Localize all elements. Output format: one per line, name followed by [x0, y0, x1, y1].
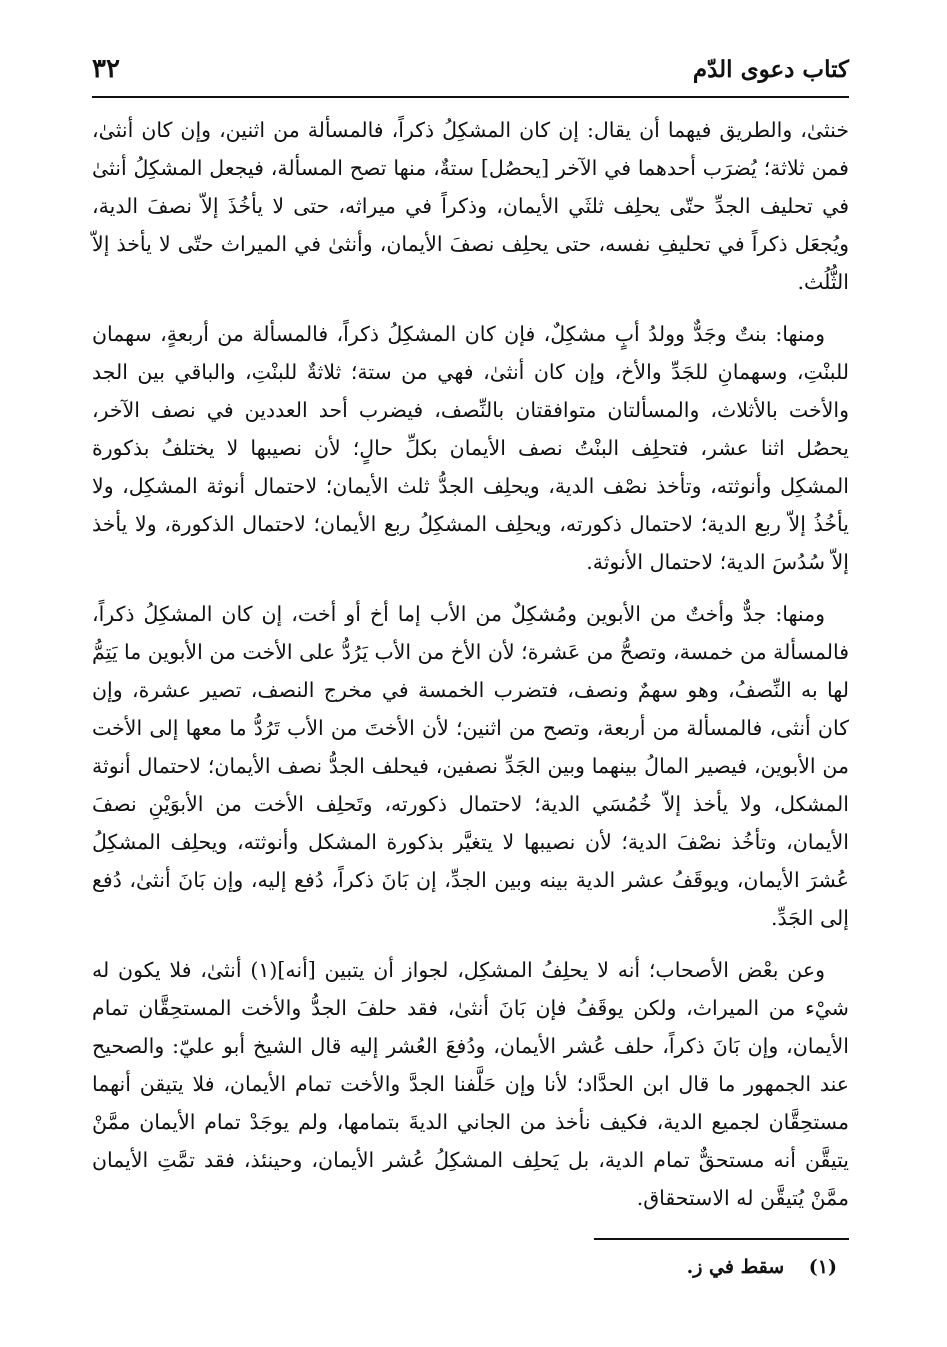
paragraph: ومنها: جدٌّ وأختٌ من الأبوين ومُشكِلٌ من الأب إما أخ أو أخت، إن كان المشكِلُ ذكراً، فالمسألة من خمسة، وتصحُّ من عَشرة؛ لأن الأخ من الأب يَرُدُّ على الأخت من الأبوين ما يَتِمُّ لها به النِّصفُ، وهو سهمٌ ونصف، فتضرب الخمسة في مخرج النصف، تصير عشرة، وإن كان أنثى، فالمسألة من أربعة، وتصح من اثنين؛ لأن الأختَ من الأب تَرُدُّ ما معها إلى الأخت من الأبوين، فيصير المالُ بينهما وبين الجَدِّ نصفين، فيحلف الجدُّ نصف الأيمان؛ لاحتمال أنوثة المشكل، ولا يأخذ إلاّ خُمُسَي الدية؛ لاحتمال ذكورته، وتَحلِف الأخت من الأبوَيْنِ نصفَ الأيمان، وتأخُذ نصْفَ الدية؛ لأن نصيبها لا يتغيَّر بذكورة المشكل وأنوثته، ويحلِف المشكِلُ عُشرَ الأيمان، ويوقَفُ عشر الدية بينه وبين الجدِّ، إن بَانَ ذكراً، دُفع إليه، وإن بَانَ أنثىٰ، دُفع إلى الجَدِّ.: [92, 602, 849, 930]
footnote-number: (١): [808, 1256, 837, 1278]
header-divider: [92, 96, 849, 98]
footnote-text: سقط في ز.: [686, 1256, 785, 1278]
page-number: ٣٢: [92, 54, 120, 84]
running-header: [92, 52, 849, 92]
header-title: كتاب دعوى الدّم: [692, 56, 849, 83]
footnote: [300, 1252, 837, 1282]
main-text: [92, 111, 849, 1231]
paragraph: خنثىٰ، والطريق فيهما أن يقال: إن كان المشكِلُ ذكراً، فالمسألة من اثنين، وإن كان أنثىٰ، فمن ثلاثة؛ يُضرَب أحدهما في الآخر [يحصُل] ستةٌ، منها تصح المسألة، فيجعل المشكِلُ أنثىٰ في تحليف الجدِّ حتّى يحلِف ثلثَي الأيمان، وذكراً في ميراثه، حتى لا يأخُذَ إلاّ نصفَ الدية، ويُجعَل ذكراً في تحليفِ نفسه، حتى يحلِف نصفَ الأيمان، وأنثىٰ في الميراث حتّى لا يأخذ إلاّ الثُّلُث.: [92, 118, 849, 294]
paragraph: ومنها: بنتٌ وجَدٌّ وولدُ أبٍ مشكِلٌ، فإن كان المشكِلُ ذكراً، فالمسألة من أربعةٍ، سهمان للبنْتِ، وسهمانِ للجَدِّ والأخ، وإن كان أنثىٰ، فهي من ستة؛ ثلاثةٌ للبنْتِ، والباقي بين الجد والأخت بالأثلاث، والمسألتان متوافقتان بالنِّصف، فيضرب أحد العددين في نصف الآخر، يحصُل اثنا عشر، فتحلِف البنْتُ نصف الأيمان بكلِّ حالٍ؛ لأن نصيبها لا يختلفُ بذكورة المشكِل وأنوثته، وتأخذ نصْف الدية، ويحلِف الجدُّ ثلث الأيمان؛ لاحتمال أنوثة المشكِل، ولا يأخُذُ إلاّ ربع الدية؛ لاحتمال ذكورته، ويحلِف المشكِلُ ربع الأيمان؛ لاحتمال الذكورة، ولا يأخذ إلاّ سُدُسَ الدية؛ لاحتمال الأنوثة.: [92, 322, 849, 574]
footnote-divider: [594, 1238, 849, 1240]
paragraph: وعن بعْض الأصحاب؛ أنه لا يحلِفُ المشكِل، لجواز أن يتبين [أنه](١) أنثىٰ، فلا يكون له شيْء من الميراث، ولكن يوقَفُ فإن بَانَ أنثىٰ، فقد حلفَ الجدُّ والأخت المستحِقَّان تمام الأيمان، وإن بَانَ ذكراً، حلف عُشر الأيمان، ودُفعَ العُشر إليه قال الشيخ أبو عليّ: والصحيح عند الجمهور ما قال ابن الحدَّاد؛ لأنا وإن حَلَّفنا الجدَّ والأخت تمام الأيمان، فلا يتيقن أنهما مستحِقَّان لجميع الدية، فكيف نأخذ من الجاني الديةَ بتمامها، ولم يوجَدْ تمام الأيمان ممَّنْ يتيقَّن أنه مستحقٌّ تمام الدية، بل يَحلِف المشكِلُ عُشر الأيمان، وحينئذ، فقد تمَّتِ الأيمان ممَّنْ يُتيقَّن له الاستحقاق.: [92, 958, 849, 1210]
